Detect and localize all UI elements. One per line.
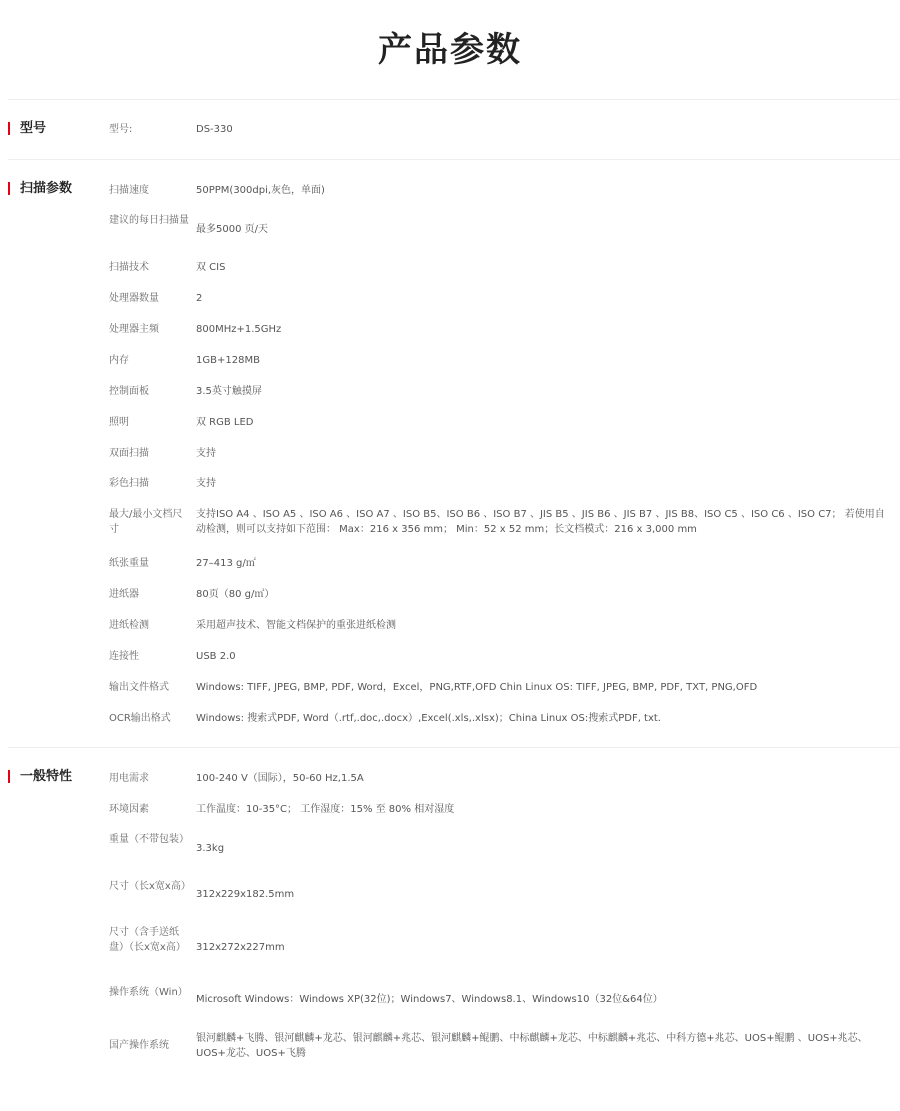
spec-label: 连接性 <box>109 651 139 662</box>
spec-value: 支持ISO A4 、ISO A5 、ISO A6 、ISO A7 、ISO B5、ISO B6 、ISO B7 、JIS B5 、JIS B6 、JIS B7 、JIS B8、ISO C5 、ISO C6 、ISO C7； 若使用自动检测，则可以支持如下范围： Max：216 x 356 mm； Min：52 x 52 mm；长文档模式：216 x 3,000 mm <box>196 509 885 535</box>
spec-label: 尺寸（含手送纸盘）（长x宽x高） <box>109 927 186 953</box>
spec-label: 扫描速度 <box>109 185 149 196</box>
spec-value: USB 2.0 <box>196 651 236 662</box>
spec-value: 100-240 V（国际），50-60 Hz,1.5A <box>196 773 364 784</box>
spec-value: 3.3kg <box>196 843 225 854</box>
divider <box>8 747 900 748</box>
spec-value: Windows: 搜索式PDF, Word（.rtf,.doc,.docx）,Excel(.xls,.xlsx)；China Linux OS:搜索式PDF, txt. <box>196 713 661 724</box>
spec-label: 内存 <box>109 355 129 366</box>
spec-value: 1GB+128MB <box>196 355 260 366</box>
spec-value: 800MHz+1.5GHz <box>196 324 282 335</box>
spec-value: Microsoft Windows：Windows XP(32位)；Windows7、Windows8.1、Windows10（32位&64位） <box>196 994 663 1005</box>
spec-label: 进纸器 <box>109 589 139 600</box>
spec-label: 扫描技术 <box>109 262 149 273</box>
spec-value: 3.5英寸触摸屏 <box>196 386 262 397</box>
spec-value: 50PPM(300dpi,灰色，单面) <box>196 185 325 196</box>
spec-label: 照明 <box>109 417 129 428</box>
spec-label: 纸张重量 <box>109 558 149 569</box>
spec-label: 输出文件格式 <box>109 682 169 693</box>
spec-label: OCR输出格式 <box>109 713 171 724</box>
spec-value: 双 RGB LED <box>196 417 254 428</box>
spec-label: 处理器主频 <box>109 324 159 335</box>
section-title-general-features: 一般特性 <box>8 769 72 785</box>
spec-value: DS-330 <box>196 124 233 135</box>
spec-value: Windows: TIFF, JPEG, BMP, PDF, Word，Excel，PNG,RTF,OFD Chin Linux OS: TIFF, JPEG, BMP, PDF, TXT, PNG,OFD <box>196 682 758 693</box>
spec-value: 支持 <box>196 448 216 459</box>
section-title-model: 型号 <box>8 121 46 137</box>
spec-label: 尺寸（长x宽x高） <box>109 881 191 892</box>
spec-label: 控制面板 <box>109 386 149 397</box>
divider <box>8 99 900 100</box>
spec-value: 2 <box>196 293 203 304</box>
spec-label: 用电需求 <box>109 773 149 784</box>
spec-label: 最大/最小文档尺寸 <box>109 509 183 535</box>
spec-label: 建议的每日扫描量 <box>109 215 189 226</box>
spec-label: 进纸检测 <box>109 620 149 631</box>
spec-label: 操作系统（Win） <box>109 987 188 998</box>
divider <box>8 159 900 160</box>
spec-value: 银河麒麟+飞腾、银河麒麟+龙芯、银河麒麟+兆芯、银河麒麟+鲲鹏、中标麒麟+龙芯、中标麒麟+兆芯、中科方德+兆芯、UOS+鲲鹏 、UOS+兆芯、UOS+龙芯、UOS+飞腾 <box>196 1033 868 1059</box>
spec-value: 312x229x182.5mm <box>196 889 295 900</box>
spec-label: 环境因素 <box>109 804 149 815</box>
spec-value: 工作温度：10-35°C； 工作湿度：15% 至 80% 相对湿度 <box>196 804 455 815</box>
spec-value: 312x272x227mm <box>196 942 285 953</box>
spec-value: 80页（80 g/㎡） <box>196 589 275 600</box>
spec-value: 最多5000 页/天 <box>196 224 268 235</box>
spec-label: 型号: <box>109 124 133 135</box>
spec-value: 支持 <box>196 478 216 489</box>
spec-value: 采用超声技术、智能文档保护的重张进纸检测 <box>196 620 396 631</box>
spec-label: 重量（不带包装） <box>109 834 189 845</box>
spec-value: 双 CIS <box>196 262 226 273</box>
spec-label: 国产操作系统 <box>109 1040 169 1051</box>
section-title-scan-parameters: 扫描参数 <box>8 181 72 197</box>
spec-label: 双面扫描 <box>109 448 149 459</box>
spec-label: 处理器数量 <box>109 293 159 304</box>
spec-value: 27–413 g/㎡ <box>196 558 256 569</box>
spec-label: 彩色扫描 <box>109 478 149 489</box>
page-title: 产品参数 <box>378 30 522 70</box>
